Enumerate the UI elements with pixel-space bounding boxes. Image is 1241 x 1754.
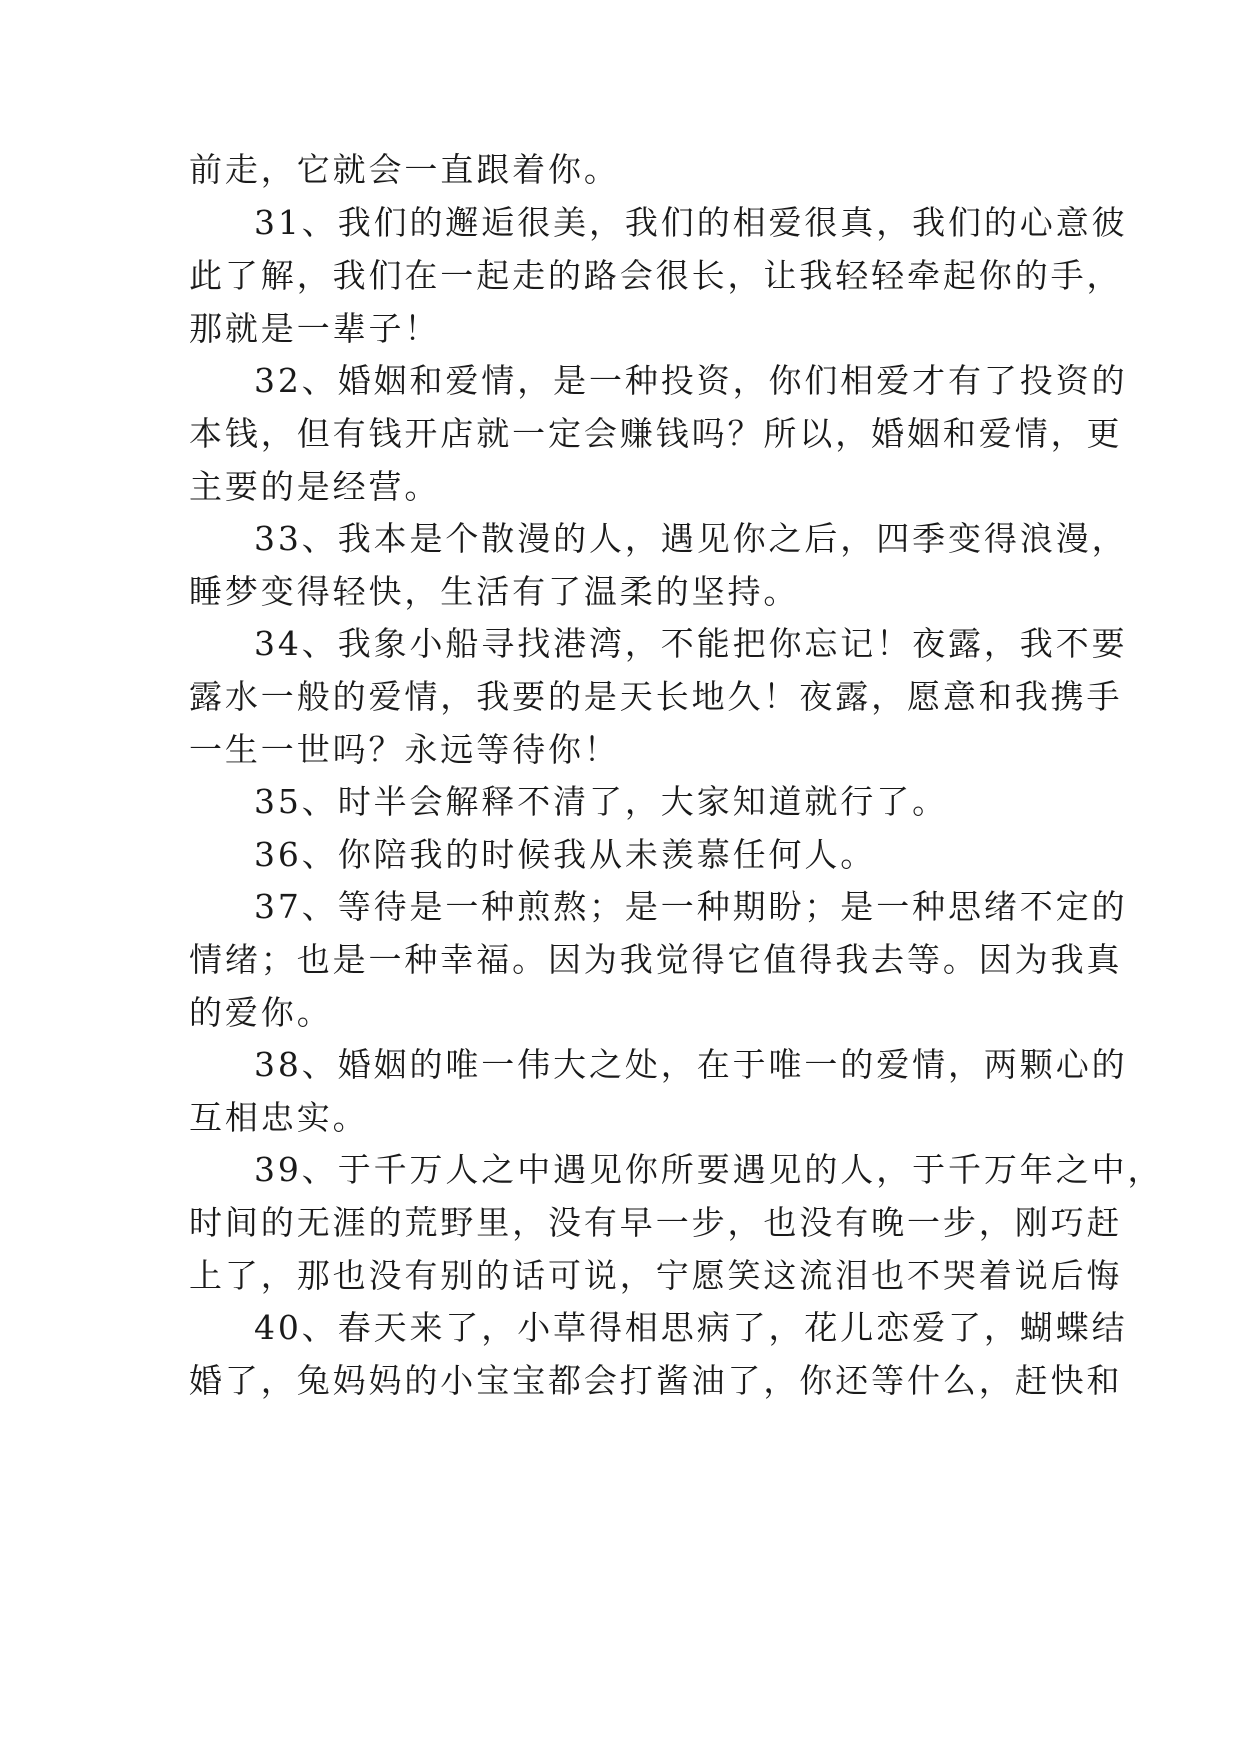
text-line: 本钱，但有钱开店就一定会赚钱吗？所以，婚姻和爱情，更 — [189, 414, 1123, 453]
text-line: 婚了，兔妈妈的小宝宝都会打酱油了，你还等什么，赶快和 — [189, 1361, 1123, 1400]
text-line: 一生一世吗？永远等待你！ — [189, 730, 620, 769]
paragraph-32-start: 32、婚姻和爱情，是一种投资，你们相爱才有了投资的 — [254, 361, 1128, 400]
text-line: 的爱你。 — [189, 993, 333, 1032]
paragraph-38-start: 38、婚姻的唯一伟大之处，在于唯一的爱情，两颗心的 — [254, 1045, 1128, 1084]
paragraph-37-start: 37、等待是一种煎熬；是一种期盼；是一种思绪不定的 — [254, 887, 1128, 926]
text-line: 前走，它就会一直跟着你。 — [189, 150, 620, 189]
text-line: 此了解，我们在一起走的路会很长，让我轻轻牵起你的手， — [189, 256, 1123, 295]
paragraph-34-start: 34、我象小船寻找港湾，不能把你忘记！夜露，我不要 — [254, 624, 1128, 663]
text-line: 主要的是经营。 — [189, 467, 441, 506]
paragraph-35: 35、时半会解释不清了，大家知道就行了。 — [254, 782, 948, 821]
text-line: 睡梦变得轻快，生活有了温柔的坚持。 — [189, 572, 800, 611]
text-line: 互相忠实。 — [189, 1098, 369, 1137]
text-line: 情绪；也是一种幸福。因为我觉得它值得我去等。因为我真 — [189, 940, 1123, 979]
paragraph-31-start: 31、我们的邂逅很美，我们的相爱很真，我们的心意彼 — [254, 203, 1128, 242]
text-line: 时间的无涯的荒野里，没有早一步，也没有晚一步，刚巧赶 — [189, 1203, 1123, 1242]
text-line: 露水一般的爱情，我要的是天长地久！夜露，愿意和我携手 — [189, 677, 1123, 716]
paragraph-36: 36、你陪我的时候我从未羡慕任何人。 — [254, 835, 877, 874]
paragraph-39-start: 39、于千万人之中遇见你所要遇见的人，于千万年之中， — [254, 1150, 1164, 1189]
paragraph-33-start: 33、我本是个散漫的人，遇见你之后，四季变得浪漫， — [254, 519, 1128, 558]
text-line: 那就是一辈子！ — [189, 309, 441, 348]
paragraph-40-start: 40、春天来了，小草得相思病了，花儿恋爱了，蝴蝶结 — [254, 1308, 1128, 1347]
text-line: 上了，那也没有别的话可说，宁愿笑这流泪也不哭着说后悔 — [189, 1256, 1123, 1295]
